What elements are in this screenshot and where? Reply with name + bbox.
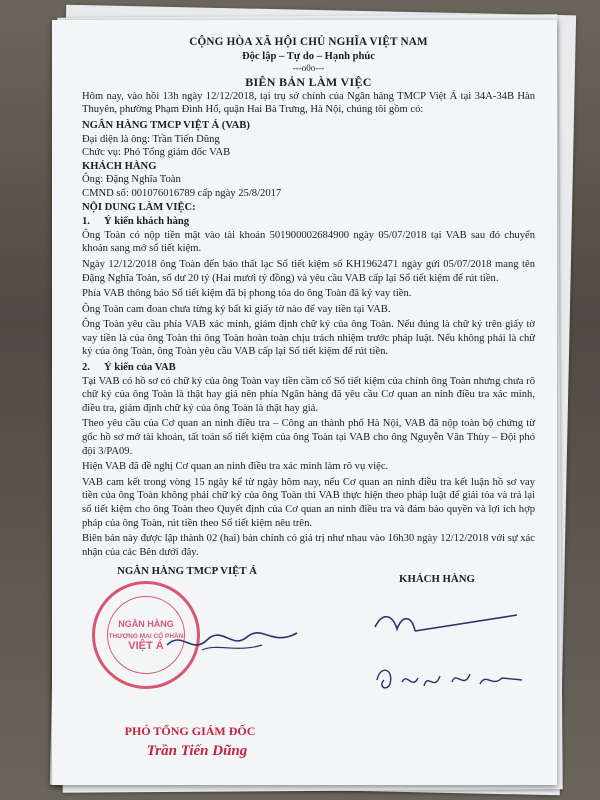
bank-representative: Đại diện là ông: Trần Tiến Dũng <box>82 133 220 145</box>
section-1-paragraph: Ông Toàn có nộp tiền mặt vào tài khoản 501900002684900 ngày 05/07/2018 tại VAB sau đó chuyển khoản sang mở sổ tiết kiệm. <box>82 229 535 255</box>
bank-signature-block <box>82 565 292 579</box>
section-2-paragraph: Tại VAB có hồ sơ có chữ ký của ông Toàn vay tiền cầm cố Sổ tiết kiệm của chính ông Toàn nhưng chưa rõ chữ ký của ông Toàn là thật hay giả nên phía Ngân hàng đã yêu cầu Cơ quan an ninh điều tra xác minh, điều tra, giám định chữ ký của ông Toàn là thật hay giả. <box>82 375 535 414</box>
document-page <box>52 20 557 785</box>
section-1-heading <box>82 215 535 229</box>
bank-name: NGÂN HÀNG TMCP VIỆT Á (VAB) <box>82 119 250 131</box>
stamp-line-1: NGÂN HÀNG <box>118 619 174 630</box>
section-2-heading <box>82 361 535 375</box>
customer-id: CMND số: 001076016789 cấp ngày 25/8/2017 <box>82 187 282 199</box>
section-2-number: 2. <box>82 362 90 374</box>
bank-signer-name: Trần Tiến Dũng <box>146 743 248 760</box>
customer-signature-scribble <box>367 605 527 645</box>
customer-handwritten-name <box>372 660 532 700</box>
section-2-paragraph: Biên bản này được lập thành 02 (hai) bản chính có giá trị như nhau vào 16h30 ngày 12/12/2018 với sự xác nhận của các Bên dưới đây. <box>82 533 535 558</box>
bank-position: Chức vụ: Phó Tổng giám đốc VAB <box>82 147 231 159</box>
customer-heading: KHÁCH HÀNG <box>82 160 157 172</box>
section-1-paragraph: Phía VAB thông báo Sổ tiết kiệm đã bị phong tỏa do ông Toàn đã ký vay tiền. <box>82 288 412 300</box>
intro-paragraph: Hôm nay, vào hồi 13h ngày 12/12/2018, tại trụ sở chính của Ngân hàng TMCP Việt Á tại 34A-34B Hàn Thuyên, phường Phạm Đình Hổ, quận Hai Bà Trưng, Hà Nội, chúng tôi gồm có: <box>82 90 535 116</box>
bank-signer-role: PHÓ TỔNG GIÁM ĐỐC <box>124 724 256 739</box>
country-heading: CỘNG HÒA XÃ HỘI CHỦ NGHĨA VIỆT NAM <box>189 36 428 48</box>
section-1-title: Ý kiến khách hàng <box>104 216 190 228</box>
section-1-paragraph: Ngày 12/12/2018 ông Toàn đến báo thất lạc Sổ tiết kiệm số KH1962471 ngày gửi 05/07/2018 mang tên Đặng Nghĩa Toàn, số dư 20 tỷ (Hai mươi tỷ đồng) và yêu cầu VAB cấp lại Sổ tiết kiệm để rút tiền. <box>82 258 535 284</box>
customer-name: Ông: Đặng Nghĩa Toàn <box>82 174 181 186</box>
motto: Độc lập – Tự do – Hạnh phúc <box>241 50 376 62</box>
stamp-line-3: VIỆT Á <box>128 640 164 653</box>
customer-signature-heading: KHÁCH HÀNG <box>399 573 475 586</box>
stamp-line-2: THƯƠNG MẠI CỔ PHẦN <box>108 633 184 641</box>
section-2-title: Ý kiến của VAB <box>104 362 176 374</box>
section-1-paragraph: Ông Toàn yêu cầu phía VAB xác minh, giám định chữ ký của ông Toàn. Nếu đúng là chữ ký trên giấy tờ vay tiền là của ông Toàn thì ông Toàn hoàn toàn chịu trách nhiệm trước pháp luật. Nếu không phải là chữ ký của ông Toàn, ông Toàn yêu cầu VAB cấp lại Sổ tiết kiệm để rút tiền. <box>82 319 535 358</box>
bank-signature-scribble <box>162 625 302 665</box>
bank-signature-heading: NGÂN HÀNG TMCP VIỆT Á <box>117 565 257 578</box>
section-2-paragraph: Theo yêu cầu của Cơ quan an ninh điều tra – Công an thành phố Hà Nội, VAB đã nộp toàn bộ chứng từ gốc hồ sơ mở tài khoản, tất toán sổ tiết kiệm của ông Toàn tại VAB cho ông Nguyễn Văn Thùy – Đội phó đội 3/PA09. <box>82 418 535 457</box>
section-2-paragraph: VAB cam kết trong vòng 15 ngày kể từ ngày hôm nay, nếu Cơ quan an ninh điều tra kết luận hồ sơ vay tiền của ông Toàn không phải chữ ký của ông Toàn thì VAB thực hiện theo pháp luật để giải tỏa và trả lại sổ tiết kiệm cho ông Toàn theo Quyết định của Cơ quan an ninh điều tra và đảm bảo quyền và lợi ích hợp pháp của ông Toàn, rút tiền theo Sổ tiết kiệm nêu trên. <box>82 476 535 529</box>
signature-area <box>82 565 535 785</box>
customer-signature-block <box>337 573 537 587</box>
section-1-number: 1. <box>82 216 90 228</box>
content-heading: NỘI DUNG LÀM VIỆC: <box>82 201 196 213</box>
section-1-paragraph: Ông Toàn cam đoan chưa từng ký bất kì giấy tờ nào để vay tiền tại VAB. <box>82 303 391 315</box>
separator: ---o0o--- <box>292 63 325 74</box>
section-2-paragraph: Hiện VAB đã đề nghị Cơ quan an ninh điều tra xác minh làm rõ vụ việc. <box>82 461 389 473</box>
document-title: BIÊN BẢN LÀM VIỆC <box>245 75 372 90</box>
